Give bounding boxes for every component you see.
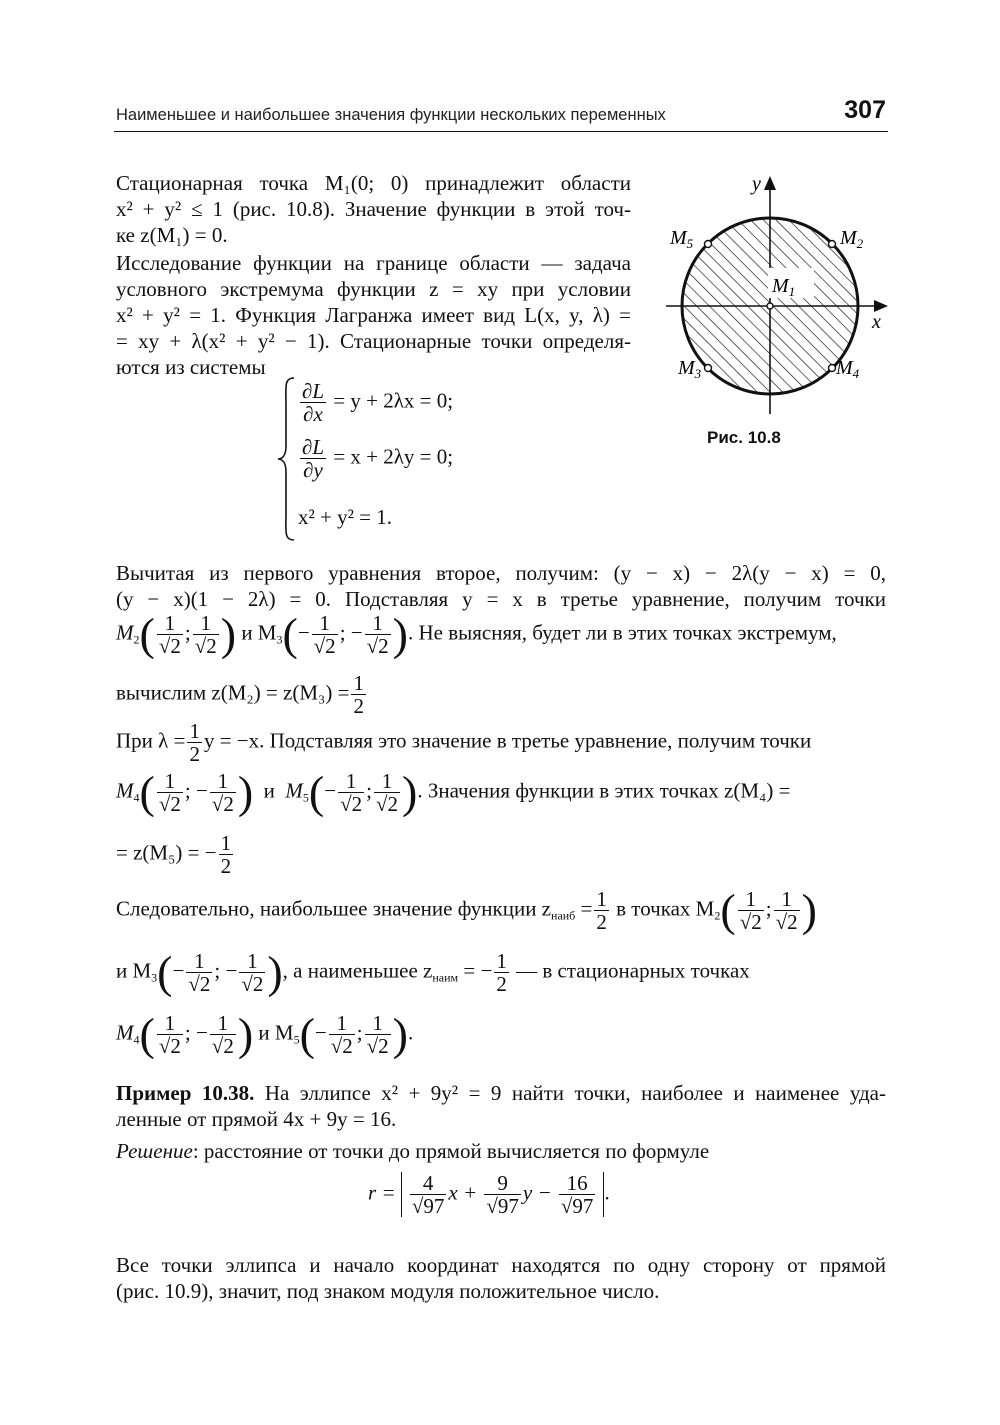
- p1-line-1: Стационарная точка M₁(0; 0) принадлежит области: [116, 171, 631, 195]
- paragraph-3: [116, 560, 886, 722]
- p5-line-2: и $M_3(-$ $\frac{1}{√2}$ ; − $\frac{1}{√2}$ ), а наименьшее $z_{наим}$ = − $\frac{1}{2}$ — в стационарных точках: [116, 946, 750, 998]
- system-equations: [298, 380, 598, 530]
- p3-line-2: (y − x)(1 − 2λ) = 0. Подставляя y = x в третье уравнение, получим точки: [116, 587, 886, 611]
- point-m4: [829, 365, 836, 372]
- label-m2-sub: 2: [856, 236, 864, 251]
- header-rule: [114, 131, 888, 132]
- p6-line-1: Все точки эллипса и начало координат находятся по одну сторону от прямой: [116, 1253, 886, 1277]
- eq1-rhs: = y + 2λx = 0;: [333, 388, 454, 413]
- example-10-38: [116, 1080, 886, 1164]
- eq2-fraction: $\frac{\partial L}{\partial y}$: [302, 435, 325, 482]
- p2-line-2: условного экстремума функции z = xy при условии: [116, 277, 631, 301]
- label-m5-sub: 5: [686, 236, 694, 251]
- p3-line-4: вычислим z(M₂) = z(M₃) = $\frac{1}{2}$: [116, 671, 364, 718]
- label-m2: M: [840, 227, 857, 249]
- example-line-2: ленные от прямой 4x + 9y = 16.: [116, 1107, 397, 1131]
- eq1-fraction: $\frac{\partial L}{\partial x}$: [302, 379, 325, 426]
- paragraph-1: [116, 170, 631, 248]
- label-m4: M: [836, 357, 853, 379]
- p3-line-1: Вычитая из первого уравнения второе, получим: (y − x) − 2λ(y − x) = 0,: [116, 561, 886, 585]
- label-y: y: [752, 173, 761, 195]
- page-number: 307: [844, 96, 886, 124]
- eq2-rhs: = x + 2λy = 0;: [333, 444, 454, 469]
- label-x: x: [872, 311, 881, 333]
- distance-formula: r = $\frac{4}{√97}$ x + $\frac{9}{√97}$ y − $\frac{16}{√97}$ .: [368, 1171, 610, 1218]
- label-m5: M: [670, 227, 687, 249]
- point-m5: [705, 241, 712, 248]
- example-label: Пример 10.38.: [116, 1081, 255, 1105]
- svg-text:M5: [669, 227, 694, 251]
- label-m3: M: [678, 357, 695, 379]
- svg-text:M2: [839, 227, 864, 251]
- svg-text:M4: [835, 357, 860, 381]
- paragraph-5: [116, 884, 891, 1072]
- p5-line-3: $M_4$( $\frac{1}{√2}$ ; − $\frac{1}{√2}$ ) и $M_5(-$ $\frac{1}{√2}$ ; $\frac{1}{√2}$ ).: [116, 1008, 414, 1060]
- equation-3: x² + y² = 1.: [298, 505, 393, 529]
- running-header: Наименьшее и наибольшее значения функции нескольких переменных: [116, 106, 666, 124]
- point-m3: [705, 365, 712, 372]
- figure-10-8: [660, 168, 900, 428]
- p4-line-3: = z(M₅) = − $\frac{1}{2}$: [116, 831, 232, 878]
- p4-line-1: При λ = $\frac{1}{2}$ y = −x. Подставляя это значение в третье уравнение, получим точки: [116, 719, 812, 766]
- p5-line-1: Следовательно, наибольшее значение функции $z_{наиб}$ = $\frac{1}{2}$ в точках $M_2$( $\frac{1}{√2}$ ; $\frac{1}{√2}$ ): [116, 884, 817, 936]
- svg-text:M3: [677, 357, 702, 381]
- equation-1: [298, 380, 598, 436]
- p2-line-3: x² + y² = 1. Функция Лагранжа имеет вид L(x, y, λ) =: [116, 303, 631, 327]
- point-m1: [767, 303, 773, 309]
- p2-line-5: ются из системы: [116, 355, 266, 379]
- label-m1-sub: 1: [788, 284, 796, 299]
- point-m2: [829, 241, 836, 248]
- equation-2: [298, 436, 598, 496]
- system-brace: [276, 376, 300, 542]
- y-axis-arrow: [764, 176, 776, 190]
- paragraph-2: [116, 250, 631, 380]
- p2-line-1: Исследование функции на границе области — задача: [116, 251, 631, 275]
- example-line-1: Пример 10.38. На эллипсе x² + 9y² = 9 найти точки, наиболее и наименее уда-: [116, 1081, 886, 1105]
- paragraph-6: [116, 1252, 886, 1304]
- label-m4-sub: 4: [852, 366, 860, 381]
- p1-line-3: ке z(M₁) = 0.: [116, 223, 228, 247]
- label-m3-sub: 3: [694, 366, 702, 381]
- p1-line-2: x² + y² ≤ 1 (рис. 10.8). Значение функции в этой точ-: [116, 197, 631, 221]
- solution-line: Решение: расстояние от точки до прямой вычисляется по формуле: [116, 1139, 710, 1163]
- figure-caption: Рис. 10.8: [707, 428, 781, 447]
- p4-line-2: $M_4$( $\frac{1}{√2}$ ; − $\frac{1}{√2}$ ) и $M_5(-$ $\frac{1}{√2}$ ; $\frac{1}{√2}$ ). Значения функции в этих точках z(M₄) =: [116, 766, 791, 818]
- p6-line-2: (рис. 10.9), значит, под знаком модуля положительное число.: [116, 1279, 660, 1303]
- p2-line-4: = xy + λ(x² + y² − 1). Стационарные точки определя-: [116, 329, 631, 353]
- label-m1: M: [772, 275, 789, 297]
- p3-line-3: $M_2$( $\frac{1}{√2}$ ; $\frac{1}{√2}$ ) и $M_3(-$ $\frac{1}{√2}$ ; − $\frac{1}{√2}$ ). Не выясняя, будет ли в этих точках экстремум,: [116, 608, 837, 660]
- paragraph-4: [116, 720, 886, 882]
- solution-label: Решение: [116, 1139, 193, 1163]
